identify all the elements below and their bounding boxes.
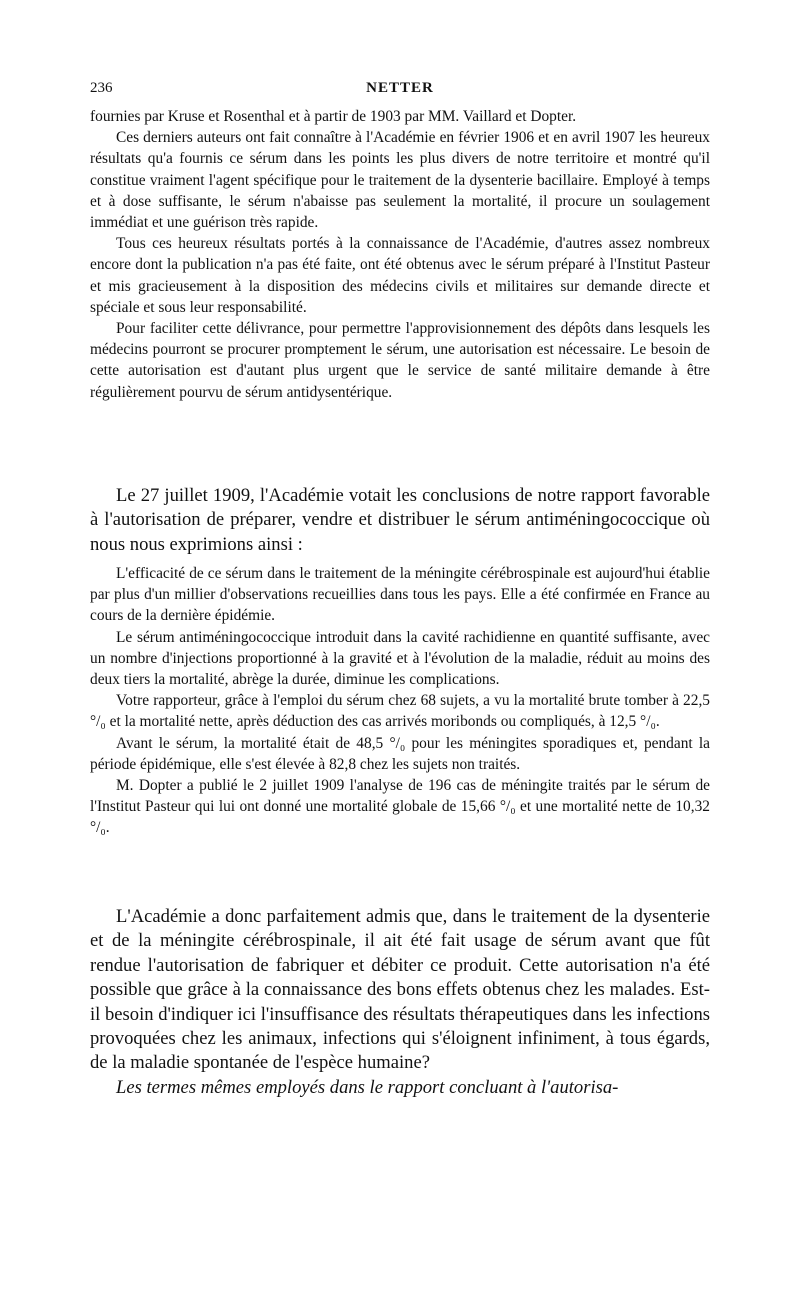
running-title: NETTER — [366, 80, 434, 96]
quote-paragraph: L'efficacité de ce sérum dans le traitement de la méningite cérébrospinale est aujourd'hui établie par plus d'un millier d'observations recueillies dans tous les pays. Elle a été confirmée en France au cours de la dernière épidémie. — [90, 565, 710, 625]
quote-paragraph: Le sérum antiméningococcique introduit dans la cavité rachidienne en quantité suffisante, avec un nombre d'injections proportionné à la gravité et à l'évolution de la maladie, réduit au moins des deux tiers la mortalité, abrège la durée, diminue les complications. — [90, 628, 710, 689]
page-header — [90, 80, 710, 100]
quote-paragraph: Votre rapporteur, grâce à l'emploi du sérum chez 68 sujets, a vu la mortalité brute tomber à 22,5 °/₀ et la mortalité nette, après déduction des cas arrivés moribonds ou compliqués, à 12,5 °/₀. — [90, 692, 710, 731]
body-section-dysentery-serum — [90, 106, 710, 403]
paragraph: Le 27 juillet 1909, l'Académie votait les conclusions de notre rapport favorable à l'autorisation de préparer, vendre et distribuer le sérum antiméningococcique où nous nous exprimions ainsi : — [90, 485, 710, 555]
page-number: 236 — [90, 80, 113, 96]
quote-paragraph: M. Dopter a publié le 2 juillet 1909 l'analyse de 196 cas de méningite traités par le sérum de l'Institut Pasteur qui lui ont donné une mortalité globale de 15,66 °/₀ et une mortalité nette de 10,32 °/₀. — [90, 777, 710, 837]
paragraph: L'Académie a donc parfaitement admis que, dans le traitement de la dysenterie et de la méningite cérébrospinale, il ait été fait usage de sérum avant que fût rendue l'autorisation de fabriquer et débiter ce produit. Cette autorisation n'a été possible que grâce à la connaissance des bons effets obtenus chez les malades. Est-il besoin d'indiquer ici l'insuffisance des résultats thérapeutiques dans les infections provoquées chez les animaux, infections qui s'éloignent infiniment, à tous égards, de la maladie spontanée de l'espèce humaine? — [90, 906, 710, 1074]
body-section-report-intro — [90, 484, 710, 557]
quoted-report — [90, 563, 710, 839]
paragraph: Ces derniers auteurs ont fait connaître à l'Académie en février 1906 et en avril 1907 les heureux résultats qu'a fournis ce sérum dans les points les plus divers de notre territoire et montré qu'il constitue vraiment l'agent spécifique pour le traitement de la dysenterie bacillaire. Employé à temps et à dose suffisante, le sérum n'abaisse pas seulement la mortalité, il procure un soulagement immédiat et une guérison très rapide. — [90, 129, 710, 232]
quote-paragraph: Avant le sérum, la mortalité était de 48,5 °/₀ pour les méningites sporadiques et, pendant la période épidémique, elle s'est élevée à 82,8 chez les sujets non traités. — [90, 734, 710, 773]
body-section-conclusion — [90, 905, 710, 1100]
paragraph: Pour faciliter cette délivrance, pour permettre l'approvisionnement des dépôts dans lesquels les médecins pourront se procurer promptement le sérum, une autorisation est nécessaire. Le besoin de cette autorisation est d'autant plus urgent que le service de santé militaire demande à être régulièrement pourvu de sérum antidysentérique. — [90, 320, 710, 401]
italic-paragraph: Les termes mêmes employés dans le rapport concluant à l'autorisa- — [116, 1076, 619, 1098]
paragraph-continued: fournies par Kruse et Rosenthal et à partir de 1903 par MM. Vaillard et Dopter. — [90, 108, 577, 125]
paragraph: Tous ces heureux résultats portés à la connaissance de l'Académie, d'autres assez nombreux encore dont la publication n'a pas été faite, ont été obtenus avec le sérum préparé à l'Institut Pasteur et mis gracieusement à la disposition des médecins civils et militaires sur demande directe et spéciale et sous leur responsabilité. — [90, 235, 710, 316]
